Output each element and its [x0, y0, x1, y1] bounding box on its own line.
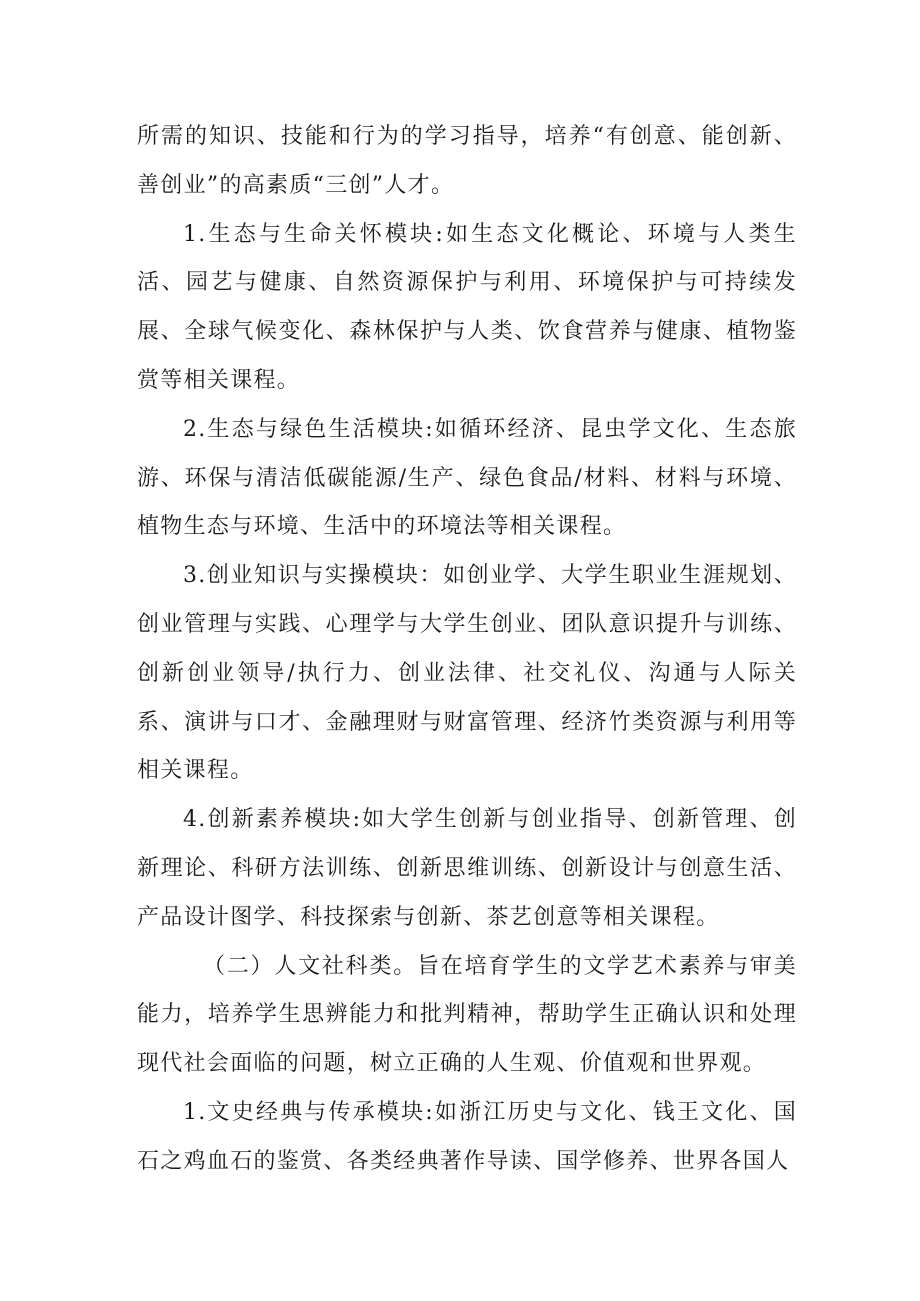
paragraph-section-2-humanities: （二）人文社科类。旨在培育学生的文学艺术素养与审美能力，培养学生思辨能力和批判精神，帮助学生正确认识和处理现代社会面临的问题，树立正确的人生观、价值观和世界观。: [137, 953, 797, 1077]
paragraph-module-3-entrepreneurship: 3.创业知识与实操模块：如创业学、大学生职业生涯规划、创业管理与实践、心理学与大学生创业、团队意识提升与训练、创新创业领导/执行力、创业法律、社交礼仪、沟通与人际关系、演讲与口才、金融理财与财富管理、经济竹类资源与利用等相关课程。: [137, 563, 797, 784]
paragraph-module-1-ecology-life: 1.生态与生命关怀模块:如生态文化概论、环境与人类生活、园艺与健康、自然资源保护与利用、环境保护与可持续发展、全球气候变化、森林保护与人类、饮食营养与健康、植物鉴赏等相关课程。: [137, 221, 797, 393]
paragraph-intro-continuation: 所需的知识、技能和行为的学习指导，培养“有创意、能创新、善创业”的高素质“三创”人才。: [137, 124, 797, 198]
paragraph-module-4-innovation: 4.创新素养模块:如大学生创新与创业指导、创新管理、创新理论、科研方法训练、创新思维训练、创新设计与创意生活、产品设计图学、科技探索与创新、茶艺创意等相关课程。: [137, 807, 797, 930]
paragraph-module-2-green-living: 2.生态与绿色生活模块:如循环经济、昆虫学文化、生态旅游、环保与清洁低碳能源/生产、绿色食品/材料、材料与环境、植物生态与环境、生活中的环境法等相关课程。: [137, 416, 797, 540]
paragraph-module-1-literature-history: 1.文史经典与传承模块:如浙江历史与文化、钱王文化、国石之鸡血石的鉴赏、各类经典著作导读、国学修养、世界各国人: [137, 1099, 797, 1174]
body-text: [137, 113, 797, 1187]
